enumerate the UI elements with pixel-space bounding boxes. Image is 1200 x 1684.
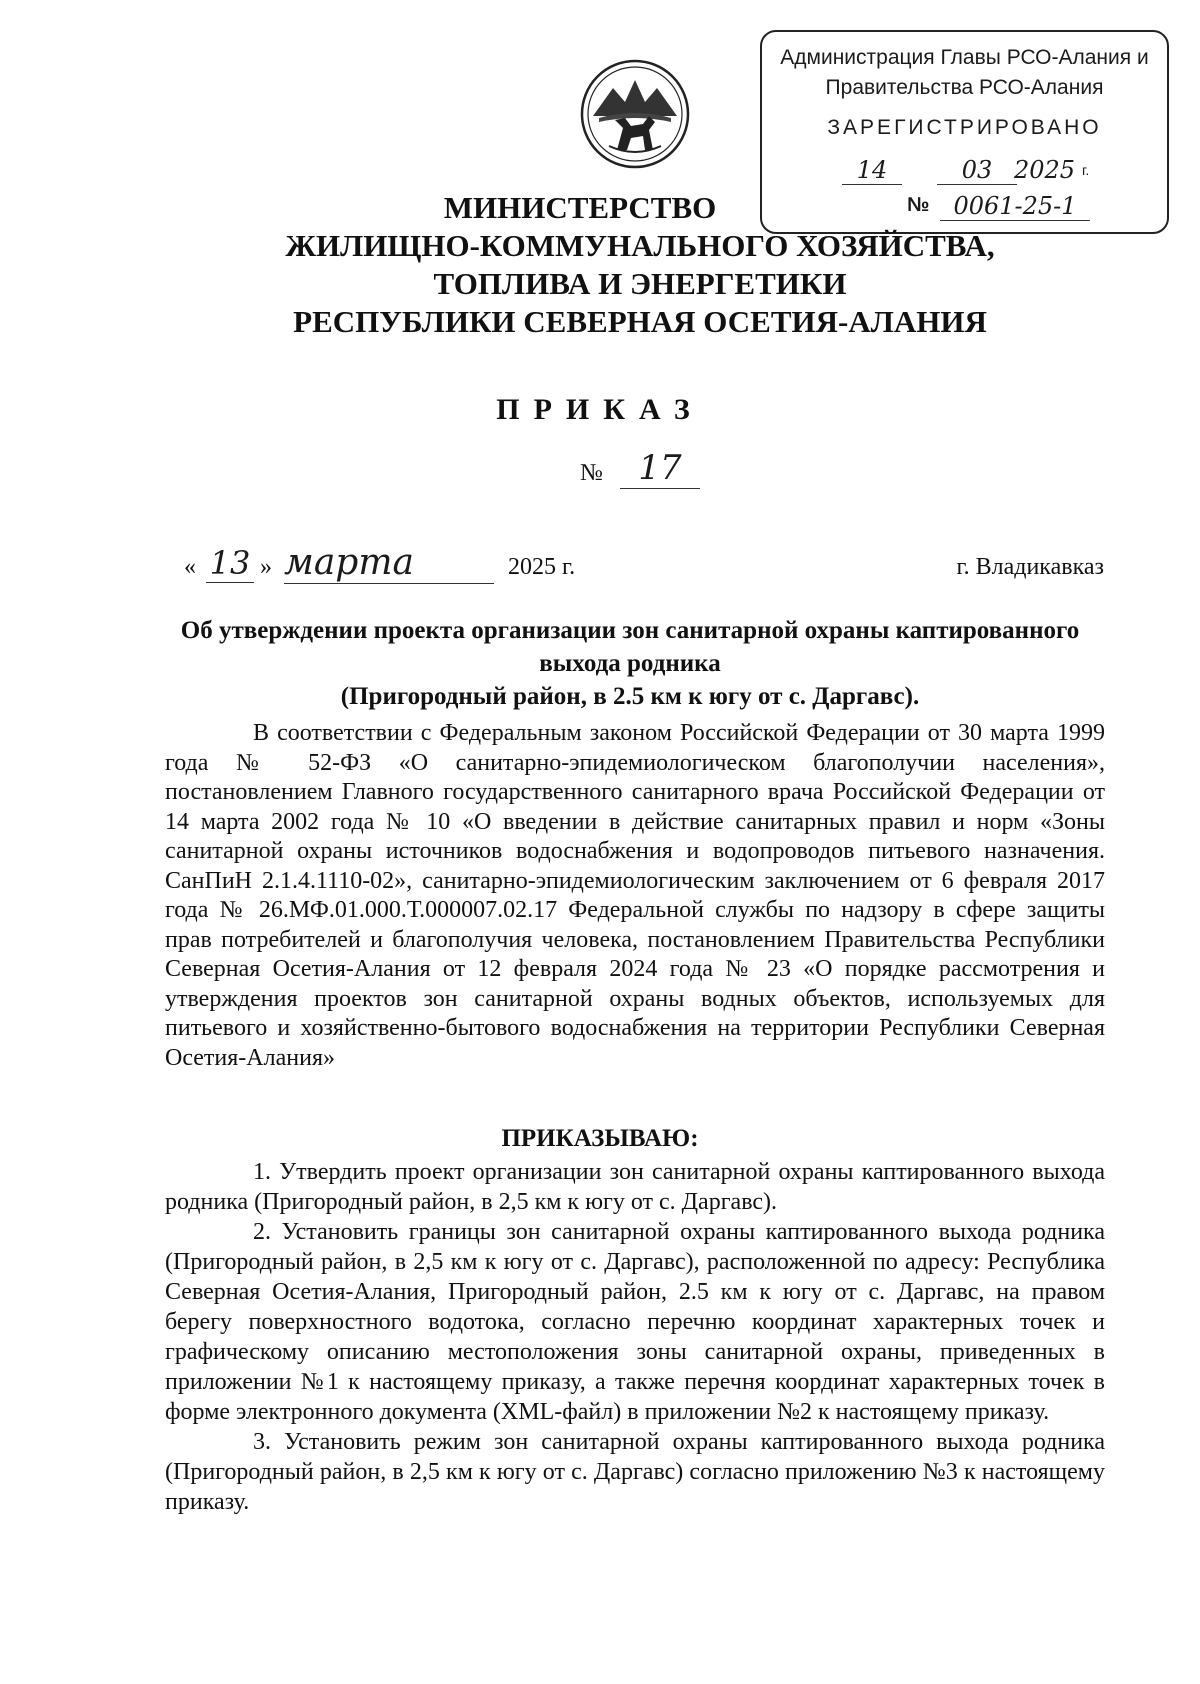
ministry-name-line1: МИНИСТЕРСТВО (443, 190, 717, 225)
order-item-2: 2. Установить границы зон санитарной охраны каптированного выхода родника (Пригородный район, в 2,5 км к югу от с. Даргавс), расположенной по адресу: Республика Северная Осетия-Алания, Пригородный район, 2.5 км к югу от с. Даргавс, на правом берегу поверхностного водотока, согласно перечню координат характерных точек и графическому описанию местоположения зоны санитарной охраны, приведенных в приложении №1 к настоящему приказу, а также перечня координат характерных точек в форме электронного документа (XML-файл) в приложении №2 к настоящему приказу. (165, 1219, 1105, 1425)
stamp-registered-label: ЗАРЕГИСТРИРОВАНО (827, 116, 1102, 139)
order-number-value: 17 (620, 448, 700, 489)
order-date-year: 2025 г. (508, 554, 576, 580)
order-item-1: 1. Утвердить проект организации зон санитарной охраны каптированного выхода родника (Пригородный район, в 2,5 км к югу от с. Даргавс). (165, 1159, 1105, 1215)
ministry-name-line3: ТОПЛИВА И ЭНЕРГЕТИКИ (433, 266, 847, 301)
order-date-month: марта (284, 542, 494, 584)
order-subject (150, 614, 1110, 713)
order-city: г. Владикавказ (956, 554, 1104, 580)
stamp-number-value: 0061-25-1 (940, 192, 1090, 221)
stamp-number (762, 192, 1167, 222)
ministry-name-line2: ЖИЛИЩНО-КОММУНАЛЬНОГО ХОЗЯЙСТВА, (285, 228, 995, 263)
subject-line1: Об утверждении проекта организации зон санитарной охраны каптированного (180, 617, 1080, 644)
stamp-date-year: 2025 (1013, 156, 1076, 184)
subject-line3: (Пригородный район, в 2.5 км к югу от с. Даргавс). (340, 683, 920, 710)
order-number-label: № (580, 460, 603, 486)
order-title: ПРИКАЗ (496, 393, 704, 426)
order-directive-heading: ПРИКАЗЫВАЮ: (501, 1125, 699, 1152)
order-date-day: 13 (206, 544, 254, 583)
coat-of-arms-icon (579, 58, 691, 170)
order-items (165, 1157, 1105, 1517)
stamp-number-label: № (907, 194, 930, 216)
stamp-date-month: 03 (937, 156, 1017, 185)
stamp-year-suffix: г. (1082, 162, 1090, 178)
stamp-date (762, 156, 1167, 186)
stamp-authority-line1: Администрация Главы РСО-Алания и (780, 46, 1149, 69)
subject-line2: выхода родника (539, 650, 721, 677)
preamble-paragraph: В соответствии с Федеральным законом Российской Федерации от 30 марта 1999 года № 52-ФЗ «О санитарно-эпидемиологическом благополучии населения», постановлением Главного государственного санитарного врача Российской Федерации от 14 марта 2002 года № 10 «О введении в действие санитарных правил и норм «Зоны санитарной охраны источников водоснабжения и водопроводов питьевого назначения. СанПиН 2.1.4.1110-02», санитарно-эпидемиологическим заключением от 6 февраля 2017 года № 26.МФ.01.000.Т.000007.02.17 Федеральной службы по надзору в сфере защиты прав потребителей и благополучия человека, постановлением Правительства Республики Северная Осетия-Алания от 12 февраля 2024 года № 23 «О порядке рассмотрения и утверждения проектов зон санитарной охраны водных объектов, используемых для питьевого и хозяйственно-бытового водоснабжения на территории Республики Северная Осетия-Алания» (165, 720, 1105, 1071)
order-item-3: 3. Установить режим зон санитарной охраны каптированного выхода родника (Пригородный район, в 2,5 км к югу от с. Даргавс) согласно приложению №3 к настоящему приказу. (165, 1429, 1105, 1515)
order-date-row (184, 542, 1104, 588)
ministry-name-line4: РЕСПУБЛИКИ СЕВЕРНАЯ ОСЕТИЯ-АЛАНИЯ (293, 304, 987, 339)
stamp-date-day: 14 (842, 156, 902, 185)
stamp-authority-line2: Правительства РСО-Алания (825, 76, 1104, 99)
date-quote-open: « (184, 554, 196, 580)
registration-stamp (760, 30, 1169, 234)
date-quote-close: » (260, 554, 272, 580)
